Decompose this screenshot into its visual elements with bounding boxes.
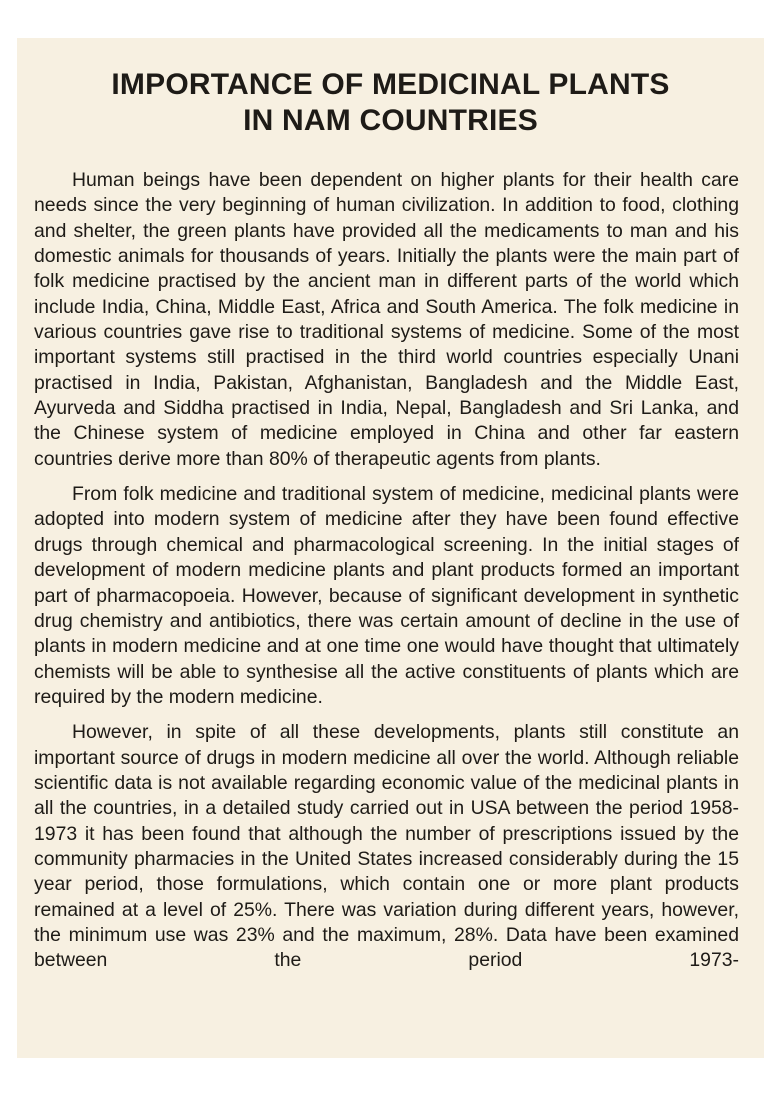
title-line-1: IMPORTANCE OF MEDICINAL PLANTS bbox=[111, 68, 670, 101]
paragraph-2: From folk medicine and traditional system of medicine, medicinal plants were adopted into modern system of medicine after they have been found effective drugs through chemical and pharmacological screening. In the initial stages of development of modern medicine plants and plant products formed an important part of pharmacopoeia. However, because of significant development in synthetic drug chemistry and antibiotics, there was certain amount of decline in the use of plants in modern medicine and at one time one would have thought that ultimately chemists will be able to synthesise all the active constituents of plants which are required by the modern medicine. bbox=[34, 483, 739, 708]
page-title bbox=[17, 67, 764, 139]
article-body bbox=[34, 168, 739, 974]
document-page bbox=[17, 38, 764, 1058]
paragraph-3: However, in spite of all these developments, plants still constitute an important source of drugs in modern medicine all over the world. Although reliable scientific data is not available regarding economic value of the medicinal plants in all the countries, in a detailed study carried out in USA between the period 1958-1973 it has been found that although the number of prescriptions issued by the community pharmacies in the United States increased considerably during the 15 year period, those formulations, which contain one or more plant products remained at a level of 25%. There was variation during different years, however, the minimum use was 23% and the maximum, 28%. Data have been examined between the period 1973- bbox=[34, 721, 739, 972]
paragraph-1: Human beings have been dependent on higher plants for their health care needs since the very beginning of human civilization. In addition to food, clothing and shelter, the green plants have provided all the medicaments to man and his domestic animals for thousands of years. Initially the plants were the main part of folk medicine practised by the ancient man in different parts of the world which include India, China, Middle East, Africa and South America. The folk medicine in various countries gave rise to traditional systems of medicine. Some of the most important systems still practised in the third world countries especially Unani practised in India, Pakistan, Afghanistan, Bangladesh and the Middle East, Ayurveda and Siddha practised in India, Nepal, Bangladesh and Sri Lanka, and the Chinese system of medicine employed in China and other far eastern countries derive more than 80% of therapeutic agents from plants. bbox=[34, 169, 739, 470]
title-line-2: IN NAM COUNTRIES bbox=[243, 104, 538, 137]
